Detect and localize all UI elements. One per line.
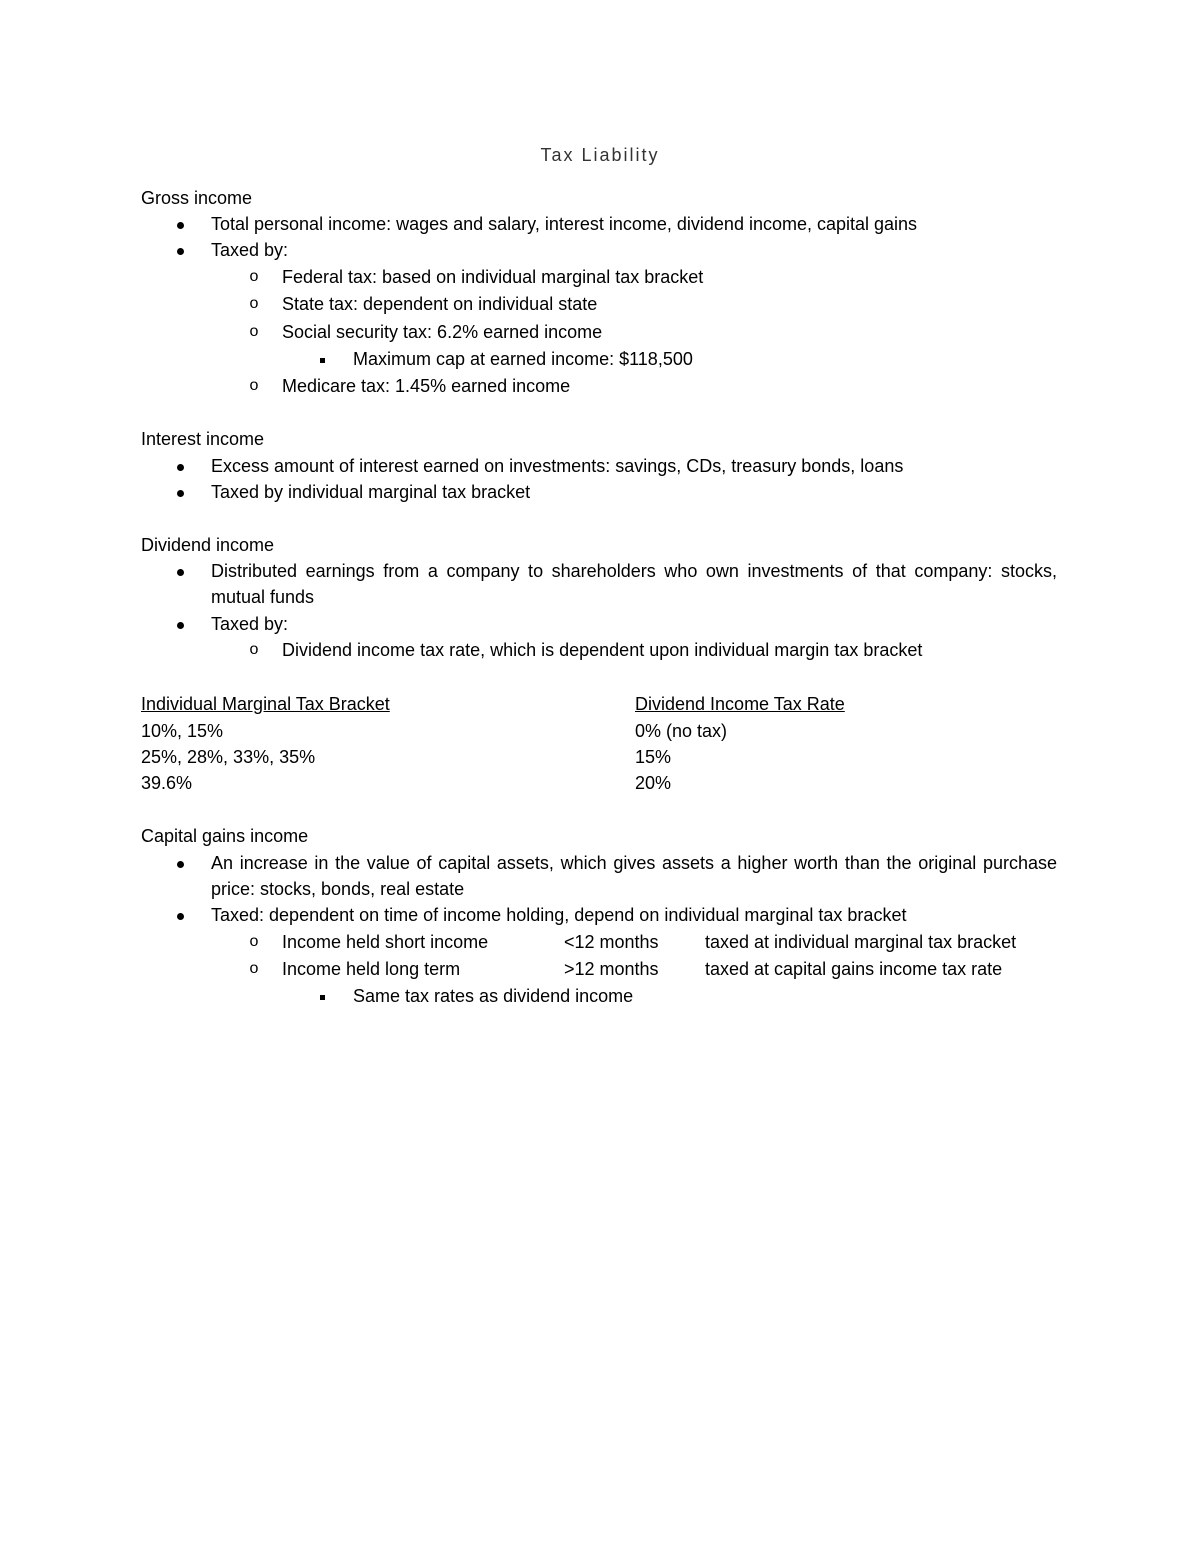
- table-header-rate: Dividend Income Tax Rate: [635, 694, 845, 714]
- capital-bullet-2: Taxed: dependent on time of income holding, depend on individual marginal tax bracket: [211, 905, 907, 925]
- bullet-circle-icon: o: [249, 295, 259, 312]
- bullet-dot-icon: [172, 560, 188, 582]
- capital-gains-heading: Capital gains income: [141, 826, 309, 846]
- bullet-square-icon: [314, 348, 330, 370]
- gross-bullet-1: Total personal income: wages and salary, interest income, dividend income, capital gains: [211, 214, 918, 234]
- bullet-circle-icon: o: [249, 268, 259, 285]
- table-cell-rate: 0% (no tax): [635, 721, 728, 741]
- page-title: Tax Liability: [540, 145, 660, 165]
- bullet-circle-icon: o: [249, 933, 259, 950]
- capital-sub-2a: Same tax rates as dividend income: [353, 986, 634, 1006]
- bullet-dot-icon: [172, 852, 188, 874]
- bullet-dot-icon: [172, 455, 188, 477]
- bullet-circle-icon: o: [249, 641, 259, 658]
- gross-bullet-2: Taxed by:: [211, 240, 289, 260]
- capital-bullet-1: An increase in the value of capital assets, which gives assets a higher worth than the original purchase price: stocks, bonds, real estate: [211, 853, 1057, 899]
- gross-sub-4: Medicare tax: 1.45% earned income: [282, 376, 571, 396]
- dividend-bullet-1: Distributed earnings from a company to shareholders who own investments of that company: stocks, mutual funds: [211, 561, 1057, 607]
- dividend-sub-1: Dividend income tax rate, which is dependent upon individual margin tax bracket: [282, 640, 923, 660]
- gross-income-heading: Gross income: [141, 188, 253, 208]
- table-cell-bracket: 39.6%: [141, 773, 193, 793]
- bullet-dot-icon: [172, 239, 188, 261]
- dividend-bullet-2: Taxed by:: [211, 614, 289, 634]
- bullet-circle-icon: o: [249, 377, 259, 394]
- bullet-square-icon: [314, 985, 330, 1007]
- gross-sub-3: Social security tax: 6.2% earned income: [282, 322, 603, 342]
- table-cell-bracket: 10%, 15%: [141, 721, 224, 741]
- bullet-circle-icon: o: [249, 323, 259, 340]
- table-cell-bracket: 25%, 28%, 33%, 35%: [141, 747, 316, 767]
- interest-bullet-1: Excess amount of interest earned on investments: savings, CDs, treasury bonds, loans: [211, 456, 904, 476]
- table-cell-rate: 15%: [635, 747, 672, 767]
- interest-bullet-2: Taxed by individual marginal tax bracket: [211, 482, 531, 502]
- table-header-bracket: Individual Marginal Tax Bracket: [141, 694, 390, 714]
- table-cell-rate: 20%: [635, 773, 672, 793]
- capital-sub-1-label: Income held short income: [282, 932, 489, 952]
- capital-sub-2-label: Income held long term: [282, 959, 461, 979]
- gross-sub-1: Federal tax: based on individual marginal tax bracket: [282, 267, 704, 287]
- gross-sub-2: State tax: dependent on individual state: [282, 294, 598, 314]
- bullet-circle-icon: o: [249, 960, 259, 977]
- dividend-income-heading: Dividend income: [141, 535, 275, 555]
- capital-sub-1-treatment: taxed at individual marginal tax bracket: [705, 932, 1017, 952]
- capital-sub-2-treatment: taxed at capital gains income tax rate: [705, 959, 1003, 979]
- bullet-dot-icon: [172, 481, 188, 503]
- capital-sub-1-period: <12 months: [564, 932, 659, 952]
- capital-sub-2-period: >12 months: [564, 959, 659, 979]
- bullet-dot-icon: [172, 213, 188, 235]
- gross-sub-3a: Maximum cap at earned income: $118,500: [353, 349, 693, 369]
- bullet-dot-icon: [172, 613, 188, 635]
- interest-income-heading: Interest income: [141, 429, 265, 449]
- bullet-dot-icon: [172, 904, 188, 926]
